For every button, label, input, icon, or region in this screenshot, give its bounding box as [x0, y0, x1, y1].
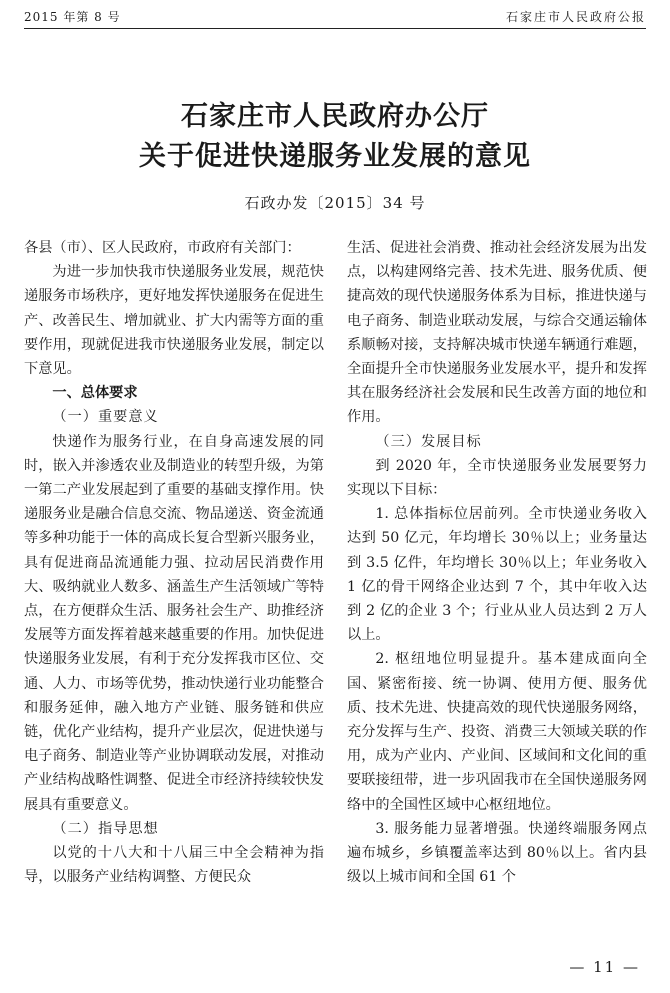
list-item: 2. 枢纽地位明显提升。基本建成面向全国、紧密衔接、统一协调、使用方便、服务优质、技术先进、快捷高效的现代快递服务网络，充分发挥与生产、投资、消费三大领域关联的作用，成为产业内、产业间、区域间和文化间的重要联接纽带，进一步巩固我市在全国快递服务网络中的全国性区域中心枢纽地位。 — [347, 651, 647, 813]
issue-label: 2015 年第 8 号 — [24, 10, 121, 24]
body-paragraph: 快递作为服务行业，在自身高速发展的同时，嵌入并渗透农业及制造业的转型升级，为第一第二产业发展起到了重要的基础支撑作用。快递服务业是融合信息交流、物品递送、资金流通等多种功能于一体的高成长复合型新兴服务业，具有促进商品流通能力强、拉动居民消费作用大、吸纳就业人数多、涵盖生产生活领域广等特点，在方便群众生活、服务社会生产、助推经济发展等方面发挥着越来越重要的作用。加快促进快递服务业发展，有利于充分发挥我市区位、交通、人力、市场等优势，推动快递行业功能整合和服务延伸，融入地方产业链、服务链和供应链，优化产业结构，提升产业层次，促进快递与电子商务、制造业等产业协调联动发展，对推动产业结构战略性调整、促进全市经济持续较快发展具有重要意义。 — [24, 433, 324, 813]
page-number: — 11 — — [569, 958, 640, 976]
list-item: 1. 总体指标位居前列。全市快递业务收入达到 50 亿元，年均增长 30％以上；业务量达到 3.5 亿件，年均增长 30％以上；年业务收入 1 亿的骨干网络企业达到 7 个，其中年收入达到 2 亿的企业 3 个；行业从业人员达到 2 万人以上。 — [347, 506, 647, 644]
running-header — [24, 6, 646, 29]
body-paragraph: 以党的十八大和十八届三中全会精神为指导，以服务产业结构调整、方便民众 — [24, 845, 324, 886]
salutation: 各县（市）、区人民政府，市政府有关部门： — [24, 240, 301, 256]
intro-paragraph: 为进一步加快我市快递服务业发展，规范快递服务市场秩序，更好地发挥快递服务在促进生产、改善民生、增加就业、扩大内需等方面的重要作用，现就促进我市快递服务业发展，制定以下意见。 — [24, 264, 324, 378]
title-line-1: 石家庄市人民政府办公厅 — [181, 101, 489, 132]
body-paragraph: 生活、促进社会消费、推动社会经济发展为出发点，以构建网络完善、技术先进、服务优质、便捷高效的现代快递服务体系为目标，推进快递与电子商务、制造业联动发展，与综合交通运输体系顺畅对接，支持解决城市快递车辆通行难题，全面提升全市快递服务业发展水平，提升和发挥其在服务经济社会发展和民生改善方面的地位和作用。 — [347, 240, 647, 426]
subsection-heading: （一）重要意义 — [52, 409, 159, 426]
subsection-heading: （三）发展目标 — [375, 433, 482, 450]
title-line-2: 关于促进快递服务业发展的意见 — [139, 141, 531, 172]
list-item: 3. 服务能力显著增强。快递终端服务网点遍布城乡，乡镇覆盖率达到 80％以上。省内县级以上城市间和全国 61 个 — [347, 820, 647, 886]
publication-name: 石家庄市人民政府公报 — [505, 10, 646, 24]
subsection-heading: （二）指导思想 — [52, 820, 159, 837]
section-heading: 一、总体要求 — [52, 385, 138, 402]
document-number: 石政办发〔2015〕34 号 — [244, 194, 426, 212]
left-column — [24, 236, 324, 889]
right-column — [347, 236, 647, 889]
body-paragraph: 到 2020 年，全市快递服务业发展要努力实现以下目标： — [347, 457, 647, 499]
